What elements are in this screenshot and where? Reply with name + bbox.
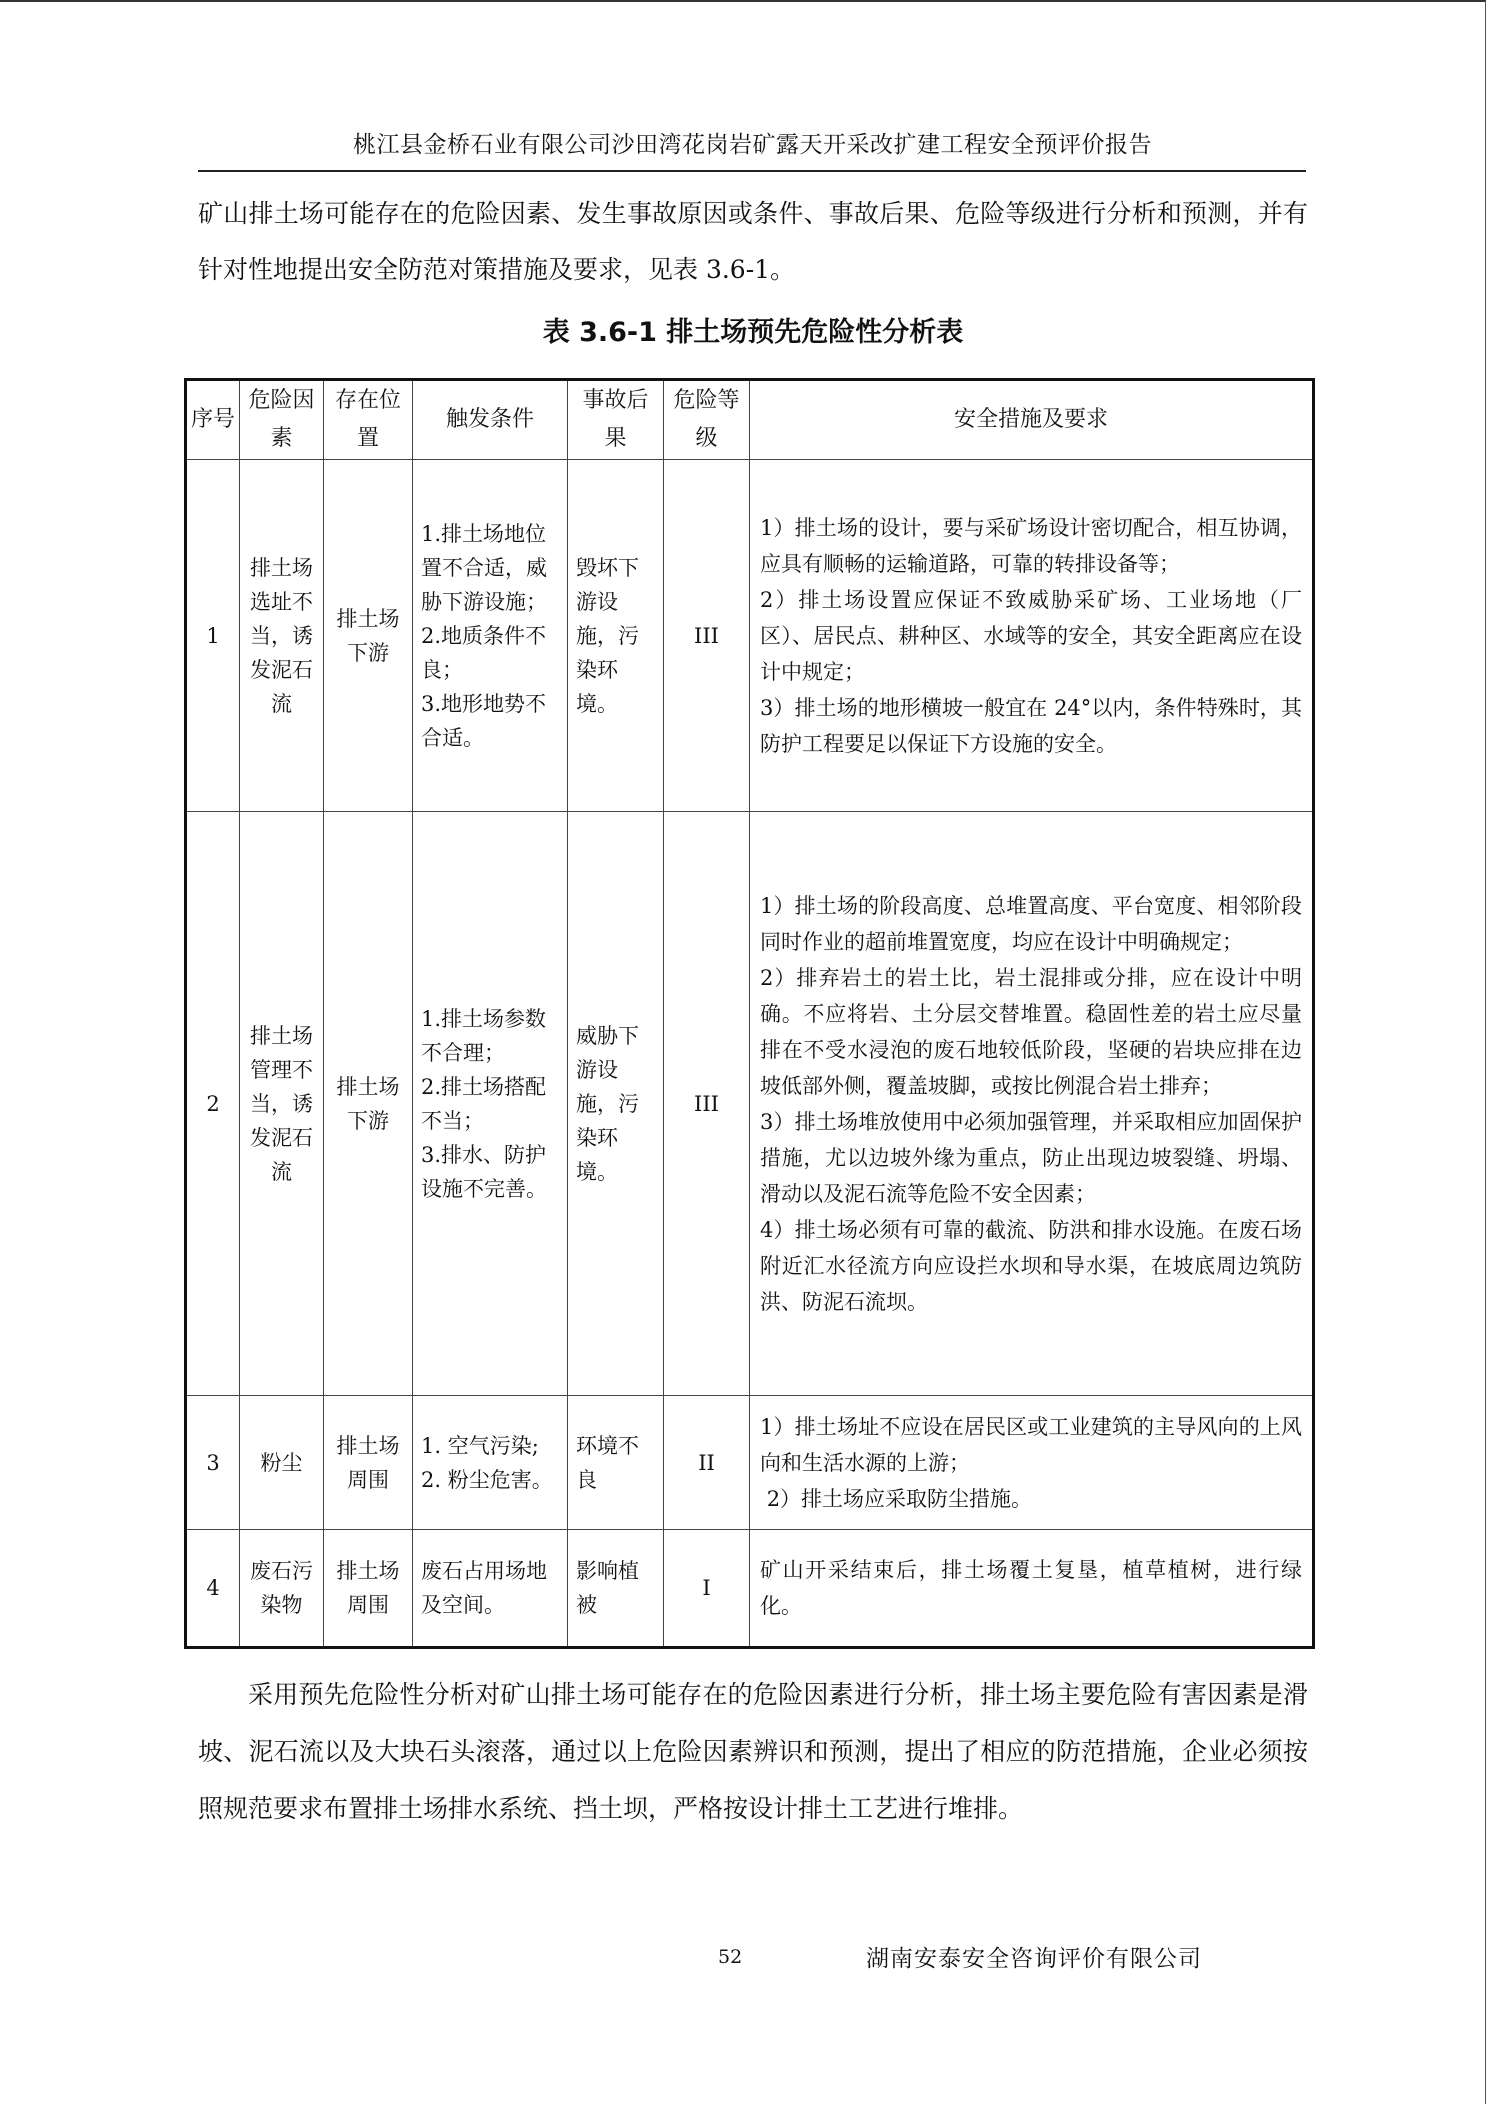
measure-item: 1）排土场的阶段高度、总堆置高度、平台宽度、相邻阶段同时作业的超前堆置宽度，均应在设计中明确规定；	[760, 893, 1302, 954]
table-row	[186, 1396, 1314, 1530]
table-row	[186, 1530, 1314, 1648]
row-location: 排土场周围	[324, 1530, 413, 1648]
row-no: 2	[186, 812, 240, 1396]
row-hazard: 废石污染物	[240, 1530, 324, 1648]
closing-paragraph	[198, 1666, 1308, 1837]
row-level: II	[664, 1396, 750, 1530]
row-trigger	[413, 1530, 568, 1648]
row-hazard: 排土场选址不当，诱发泥石流	[240, 460, 324, 812]
row-location: 排土场周围	[324, 1396, 413, 1530]
row-no: 1	[186, 460, 240, 812]
trigger-line: 1. 空气污染;	[421, 1433, 539, 1458]
measure-item: 2）排弃岩土的岩土比，岩土混排或分排，应在设计中明确。不应将岩、土分层交替堆置。稳固性差的岩土应尽量排在不受水浸泡的废石地较低阶段，坚硬的岩块应排在边坡低部外侧，覆盖坡脚，或按比例混合岩土排弃；	[760, 965, 1302, 1098]
trigger-line: 2.地质条件不良；	[421, 623, 547, 682]
table-row	[186, 460, 1314, 812]
header-no: 序号	[186, 380, 240, 460]
table-header-row	[186, 380, 1314, 460]
row-level: III	[664, 812, 750, 1396]
measure-item: 2）排土场设置应保证不致威胁采矿场、工业场地（厂区）、居民点、耕种区、水域等的安全，其安全距离应在设计中规定；	[760, 587, 1302, 684]
row-hazard: 排土场管理不当，诱发泥石流	[240, 812, 324, 1396]
measure-item: 3）排土场堆放使用中必须加强管理，并采取相应加固保护措施，尤以边坡外缘为重点，防止出现边坡裂缝、坍塌、滑动以及泥石流等危险不安全因素；	[760, 1109, 1302, 1206]
measure-item: 3）排土场的地形横坡一般宜在 24°以内，条件特殊时，其防护工程要足以保证下方设施的安全。	[760, 695, 1302, 756]
page-number: 52	[718, 1946, 743, 1968]
row-location: 排土场下游	[324, 812, 413, 1396]
row-trigger	[413, 460, 568, 812]
measure-item: 4）排土场必须有可靠的截流、防洪和排水设施。在废石场附近汇水径流方向应设拦水坝和导水渠，在坡底周边筑防洪、防泥石流坝。	[760, 1217, 1302, 1314]
row-location: 排土场下游	[324, 460, 413, 812]
intro-paragraph	[198, 186, 1308, 298]
trigger-line: 1.排土场地位置不合适，威胁下游设施；	[421, 521, 547, 614]
measure-item: 矿山开采结束后，排土场覆土复垦，植草植树，进行绿化。	[760, 1558, 1302, 1618]
row-level: I	[664, 1530, 750, 1648]
header-rule	[198, 170, 1306, 172]
trigger-line: 2. 粉尘危害。	[421, 1467, 553, 1492]
running-header: 桃江县金桥石业有限公司沙田湾花岗岩矿露天开采改扩建工程安全预评价报告	[353, 132, 1152, 158]
row-level: III	[664, 460, 750, 812]
row-measures	[750, 1396, 1314, 1530]
header-consequence: 事故后果	[568, 380, 664, 460]
intro-text: 矿山排土场可能存在的危险因素、发生事故原因或条件、事故后果、危险等级进行分析和预测，并有针对性地提出安全防范对策措施及要求，见表 3.6-1。	[198, 199, 1308, 284]
header-location: 存在位置	[324, 380, 413, 460]
measure-item: 1）排土场址不应设在居民区或工业建筑的主导风向的上风向和生活水源的上游；	[760, 1414, 1302, 1475]
row-no: 3	[186, 1396, 240, 1530]
trigger-line: 2.排土场搭配不当；	[421, 1074, 547, 1133]
table-row	[186, 812, 1314, 1396]
header-trigger: 触发条件	[413, 380, 568, 460]
row-consequence: 威胁下游设施，污染环境。	[568, 812, 664, 1396]
table-caption: 表 3.6-1 排土场预先危险性分析表	[542, 317, 964, 348]
header-hazard: 危险因素	[240, 380, 324, 460]
row-measures	[750, 812, 1314, 1396]
closing-text: 采用预先危险性分析对矿山排土场可能存在的危险因素进行分析，排土场主要危险有害因素是滑坡、泥石流以及大块石头滚落，通过以上危险因素辨识和预测，提出了相应的防范措施，企业必须按照规范要求布置排土场排水系统、挡土坝，严格按设计排土工艺进行堆排。	[198, 1680, 1308, 1823]
row-consequence: 毁坏下游设施，污染环境。	[568, 460, 664, 812]
trigger-line: 1.排土场参数不合理；	[421, 1006, 547, 1065]
measure-item: 2）排土场应采取防尘措施。	[760, 1486, 1033, 1511]
hazard-analysis-table	[184, 378, 1315, 1649]
trigger-line: 废石占用场地及空间。	[421, 1559, 547, 1617]
trigger-line: 3.排水、防护设施不完善。	[421, 1142, 547, 1201]
trigger-line: 3.地形地势不合适。	[421, 691, 547, 750]
row-trigger	[413, 1396, 568, 1530]
row-measures	[750, 460, 1314, 812]
header-level: 危险等级	[664, 380, 750, 460]
company-footer: 湖南安泰安全咨询评价有限公司	[866, 1946, 1202, 1972]
measure-item: 1）排土场的设计，要与采矿场设计密切配合，相互协调，应具有顺畅的运输道路，可靠的转排设备等；	[760, 515, 1302, 576]
row-no: 4	[186, 1530, 240, 1648]
row-consequence: 环境不良	[568, 1396, 664, 1530]
header-measures: 安全措施及要求	[750, 380, 1314, 460]
row-consequence: 影响植被	[568, 1530, 664, 1648]
row-hazard: 粉尘	[240, 1396, 324, 1530]
row-trigger	[413, 812, 568, 1396]
row-measures	[750, 1530, 1314, 1648]
